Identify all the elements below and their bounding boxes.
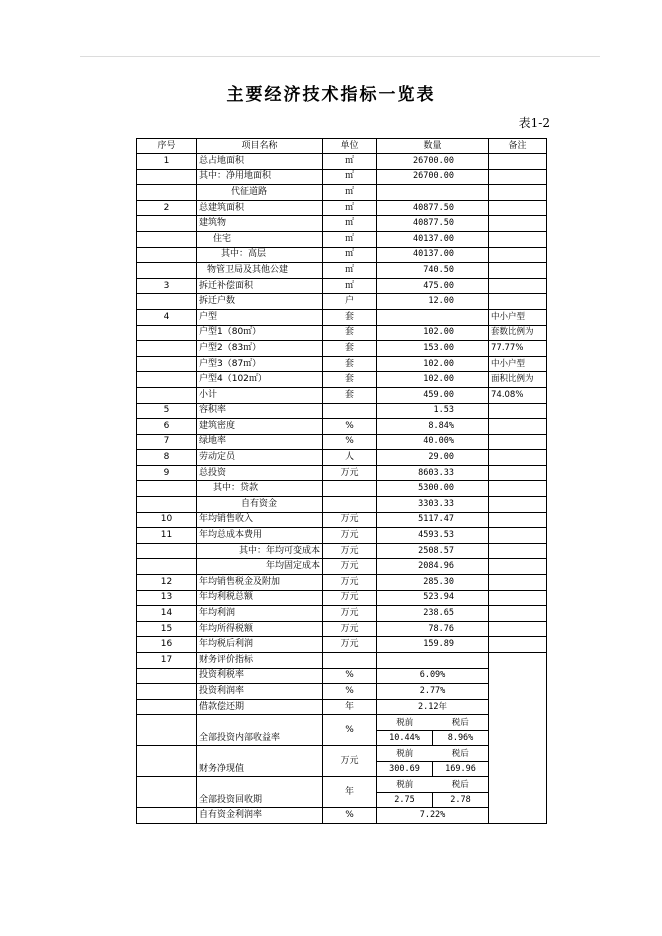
row-name: 绿地率 [197,434,323,450]
row-value: 40877.50 [377,216,489,232]
row-name: 年均税后利润 [197,637,323,653]
row-name: 拆迁户数 [197,294,323,310]
row-unit: 年 [323,777,377,808]
row-value: 2.77% [377,684,489,700]
row-seq: 14 [137,606,197,622]
row-value: 2084.96 [377,559,489,575]
row-value: 40137.00 [377,247,489,263]
header-name: 项目名称 [197,139,323,154]
row-unit: % [323,808,377,824]
table-row [137,247,547,263]
row-name: 年均所得税额 [197,621,323,637]
row-name: 自有资金利润率 [197,808,323,824]
row-name: 借款偿还期 [197,699,323,715]
row-name: 容积率 [197,403,323,419]
header-seq: 序号 [137,139,197,154]
table-header-row [137,139,547,154]
row-note [489,450,547,466]
row-value: 159.89 [377,637,489,653]
row-value: 78.76 [377,621,489,637]
row-unit: ㎡ [323,154,377,170]
row-unit: 套 [323,309,377,325]
row-name: 投资利润率 [197,684,323,700]
table-row [137,606,547,622]
table-row [137,465,547,481]
row-name: 投资利税率 [197,668,323,684]
row-name: 劳动定员 [197,450,323,466]
row-value: 26700.00 [377,169,489,185]
row-value: 475.00 [377,278,489,294]
table-row [137,481,547,497]
table-row [137,341,547,357]
table-row [137,294,547,310]
row-seq: 7 [137,434,197,450]
row-name: 拆迁补偿面积 [197,278,323,294]
row-note: 套数比例为 [489,325,547,341]
row-name: 财务净现值 [197,746,323,777]
row-value: 40877.50 [377,200,489,216]
row-seq [137,746,197,777]
table-row [137,200,547,216]
row-note [489,278,547,294]
row-value-split [377,715,489,746]
table-row [137,309,547,325]
row-seq [137,543,197,559]
row-seq [137,372,197,388]
row-unit: % [323,715,377,746]
row-value: 102.00 [377,325,489,341]
row-unit [323,497,377,513]
before-tax-label: 税前 [377,747,433,762]
row-note [489,653,547,824]
row-name: 总投资 [197,465,323,481]
row-note [489,559,547,575]
row-note [489,185,547,201]
row-seq [137,263,197,279]
header-unit: 单位 [323,139,377,154]
row-unit: ㎡ [323,185,377,201]
row-note [489,200,547,216]
row-value [377,185,489,201]
row-note: 77.77% [489,341,547,357]
row-unit: ㎡ [323,216,377,232]
row-name: 自有资金 [197,497,323,513]
row-name: 年均销售收入 [197,512,323,528]
table-number: 表1-2 [518,116,550,130]
indicators-table [136,138,547,824]
table-row [137,403,547,419]
row-value: 7.22% [377,808,489,824]
row-unit: 万元 [323,465,377,481]
row-note [489,263,547,279]
row-value: 102.00 [377,372,489,388]
row-name: 住宅 [197,231,323,247]
row-unit: % [323,684,377,700]
finance-row [137,746,547,777]
row-name: 总建筑面积 [197,200,323,216]
row-note [489,465,547,481]
row-seq [137,185,197,201]
row-seq [137,699,197,715]
row-note [489,231,547,247]
row-seq [137,325,197,341]
row-value: 1.53 [377,403,489,419]
after-tax-value: 8.96% [447,732,474,743]
row-name: 建筑物 [197,216,323,232]
row-note [489,434,547,450]
table-row [137,512,547,528]
row-unit: 万元 [323,637,377,653]
row-seq: 13 [137,590,197,606]
row-value: 40.00% [377,434,489,450]
row-value: 285.30 [377,575,489,591]
table-row [137,637,547,653]
row-value: 5300.00 [377,481,489,497]
table-row [137,543,547,559]
after-tax-label: 税后 [433,747,489,762]
page-top-rule [80,56,600,57]
row-seq: 4 [137,309,197,325]
row-value: 153.00 [377,341,489,357]
row-seq [137,777,197,808]
table-row [137,559,547,575]
table-row [137,169,547,185]
row-note: 中小户型 [489,356,547,372]
document-title: 主要经济技术指标一览表 [226,85,436,105]
row-unit: 套 [323,387,377,403]
row-unit: 套 [323,325,377,341]
table-row [137,325,547,341]
row-seq [137,684,197,700]
table-row [137,372,547,388]
row-name: 年均固定成本 [197,559,323,575]
row-unit: 万元 [323,528,377,544]
row-name: 户型4（102㎡） [197,372,323,388]
table-row [137,216,547,232]
table-row [137,419,547,435]
row-value: 238.65 [377,606,489,622]
before-tax-label: 税前 [377,716,433,731]
row-unit: 万元 [323,559,377,575]
row-unit: 户 [323,294,377,310]
row-unit: ㎡ [323,263,377,279]
row-note [489,528,547,544]
row-seq: 12 [137,575,197,591]
row-unit: 万元 [323,606,377,622]
finance-row [137,808,547,824]
row-note [489,403,547,419]
table-row [137,231,547,247]
row-seq: 1 [137,154,197,170]
row-name: 建筑密度 [197,419,323,435]
row-value: 740.50 [377,263,489,279]
row-seq [137,216,197,232]
row-value: 4593.53 [377,528,489,544]
row-seq [137,668,197,684]
table-row [137,590,547,606]
row-note [489,543,547,559]
row-seq [137,715,197,746]
row-unit: ㎡ [323,169,377,185]
table-row [137,621,547,637]
row-note [489,481,547,497]
row-value: 102.00 [377,356,489,372]
row-unit [323,653,377,669]
row-unit: 套 [323,372,377,388]
row-unit: 万元 [323,543,377,559]
row-note [489,590,547,606]
table-row [137,450,547,466]
row-seq [137,231,197,247]
row-note [489,419,547,435]
table-row [137,528,547,544]
row-note [489,216,547,232]
row-name: 小计 [197,387,323,403]
row-name: 物管卫局及其他公建 [197,263,323,279]
table-row [137,154,547,170]
row-note [489,497,547,513]
row-value: 2.12年 [377,699,489,715]
table-row [137,575,547,591]
table-row [137,278,547,294]
row-note [489,294,547,310]
table-row [137,434,547,450]
after-tax-value: 2.78 [450,794,471,805]
row-name: 年均利润 [197,606,323,622]
row-seq: 16 [137,637,197,653]
row-unit: 万元 [323,746,377,777]
row-name: 财务评价指标 [197,653,323,669]
row-name: 其中：年均可变成本 [197,543,323,559]
before-tax-label: 税前 [377,778,433,793]
row-seq [137,481,197,497]
row-seq [137,356,197,372]
before-tax-value: 10.44% [377,731,433,746]
row-seq: 3 [137,278,197,294]
finance-row [137,668,547,684]
table-row [137,387,547,403]
row-seq [137,169,197,185]
row-note: 74.08% [489,387,547,403]
row-unit [323,481,377,497]
table-row [137,653,547,669]
row-note [489,512,547,528]
row-unit: % [323,434,377,450]
row-value: 3303.33 [377,497,489,513]
header-note: 备注 [489,139,547,154]
row-seq: 2 [137,200,197,216]
after-tax-value: 169.96 [445,763,476,774]
row-value: 6.09% [377,668,489,684]
row-seq [137,387,197,403]
table-row [137,185,547,201]
row-note: 面积比例为 [489,372,547,388]
row-unit: 万元 [323,590,377,606]
row-value-split [377,746,489,777]
row-name: 户型3（87㎡） [197,356,323,372]
row-unit: ㎡ [323,247,377,263]
row-value: 8603.33 [377,465,489,481]
row-seq: 6 [137,419,197,435]
row-value: 2508.57 [377,543,489,559]
row-name: 户型1（80㎡） [197,325,323,341]
row-value: 40137.00 [377,231,489,247]
row-note [489,637,547,653]
finance-row [137,699,547,715]
finance-row [137,715,547,746]
row-seq: 15 [137,621,197,637]
row-value: 29.00 [377,450,489,466]
before-tax-value: 300.69 [377,762,433,777]
row-name: 年均销售税金及附加 [197,575,323,591]
row-note [489,169,547,185]
row-seq [137,294,197,310]
row-note [489,247,547,263]
row-value: 5117.47 [377,512,489,528]
row-seq [137,497,197,513]
row-seq [137,247,197,263]
row-seq [137,559,197,575]
row-unit: 套 [323,356,377,372]
after-tax-label: 税后 [433,716,489,731]
row-seq: 9 [137,465,197,481]
row-note [489,606,547,622]
header-value: 数量 [377,139,489,154]
row-seq [137,808,197,824]
row-unit: 人 [323,450,377,466]
row-value: 459.00 [377,387,489,403]
row-value: 26700.00 [377,154,489,170]
row-value [377,653,489,669]
row-seq: 11 [137,528,197,544]
row-seq [137,341,197,357]
row-unit: 万元 [323,621,377,637]
row-unit: % [323,419,377,435]
table-row [137,356,547,372]
row-unit: ㎡ [323,200,377,216]
row-unit: % [323,668,377,684]
row-value-split [377,777,489,808]
row-name: 全部投资回收期 [197,777,323,808]
row-value: 523.94 [377,590,489,606]
finance-row [137,684,547,700]
row-name: 户型2（83㎡） [197,341,323,357]
row-name: 年均总成本费用 [197,528,323,544]
row-note [489,621,547,637]
row-note [489,154,547,170]
row-seq: 8 [137,450,197,466]
row-unit: 万元 [323,512,377,528]
row-unit: ㎡ [323,231,377,247]
row-name: 其中：贷款 [197,481,323,497]
row-value: 8.84% [377,419,489,435]
row-name: 全部投资内部收益率 [197,715,323,746]
row-unit: 年 [323,699,377,715]
before-tax-value: 2.75 [377,793,433,808]
row-unit: ㎡ [323,278,377,294]
row-name: 代征道路 [197,185,323,201]
row-unit: 套 [323,341,377,357]
row-name: 户型 [197,309,323,325]
row-value [377,309,489,325]
row-unit: 万元 [323,575,377,591]
row-seq: 5 [137,403,197,419]
row-note: 中小户型 [489,309,547,325]
row-name: 其中：净用地面积 [197,169,323,185]
row-note [489,575,547,591]
row-name: 其中：高层 [197,247,323,263]
row-name: 年均利税总额 [197,590,323,606]
row-seq: 10 [137,512,197,528]
finance-row [137,777,547,808]
after-tax-label: 税后 [433,778,489,793]
table-row [137,263,547,279]
table-row [137,497,547,513]
row-value: 12.00 [377,294,489,310]
row-unit [323,403,377,419]
row-seq: 17 [137,653,197,669]
row-name: 总占地面积 [197,154,323,170]
